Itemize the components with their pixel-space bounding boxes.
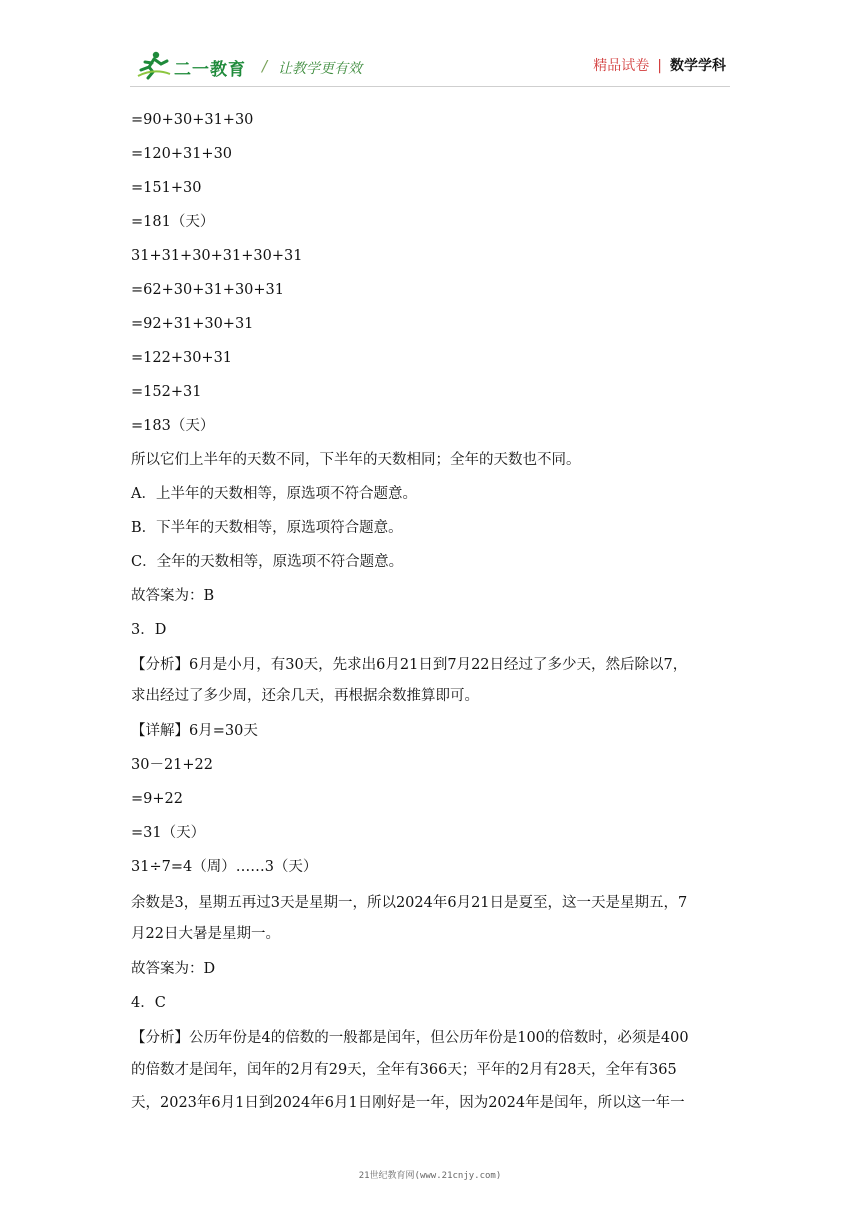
text-line: 3．D <box>131 622 167 638</box>
text-line: 【分析】公历年份是4的倍数的一般都是闰年，但公历年份是100的倍数时，必须是400 <box>131 1030 689 1046</box>
tag-label: 精品试卷 <box>593 58 650 74</box>
text-line: 天，2023年6月1日到2024年6月1日刚好是一年，因为2024年是闰年，所以这一年一 <box>131 1095 685 1111</box>
text-line: =151+30 <box>131 180 202 196</box>
logo-text: 二一教育 <box>174 60 246 80</box>
text-line: 4．C <box>131 995 166 1011</box>
slogan: 让教学更有效 <box>278 61 362 77</box>
text-line: 31÷7=4（周）……3（天） <box>131 859 318 875</box>
text-line: 求出经过了多少周，还余几天，再根据余数推算即可。 <box>131 688 479 704</box>
text-line: 【分析】6月是小月，有30天，先求出6月21日到7月22日经过了多少天，然后除以7， <box>131 657 688 673</box>
text-line: 30－21+22 <box>131 757 214 773</box>
text-line: =122+30+31 <box>131 350 233 366</box>
header-divider <box>130 86 730 87</box>
text-line: 所以它们上半年的天数不同，下半年的天数相同；全年的天数也不同。 <box>131 452 581 468</box>
text-line: =62+30+31+30+31 <box>131 282 285 298</box>
text-line: 月22日大暑是星期一。 <box>131 926 280 942</box>
header-slash: / <box>262 57 268 75</box>
text-line: =152+31 <box>131 384 202 400</box>
text-line: =181（天） <box>131 214 215 230</box>
text-line: =9+22 <box>131 791 183 807</box>
header-right <box>593 55 726 75</box>
text-line: B．下半年的天数相等，原选项符合题意。 <box>131 520 403 536</box>
text-line: 故答案为：B <box>131 588 215 604</box>
text-line: 的倍数才是闰年，闰年的2月有29天，全年有366天；平年的2月有28天，全年有365 <box>131 1062 677 1078</box>
logo <box>136 50 366 80</box>
text-line: 31+31+30+31+30+31 <box>131 248 303 264</box>
text-line: A．上半年的天数相等，原选项不符合题意。 <box>131 486 417 502</box>
subject-label: 数学学科 <box>670 58 726 74</box>
text-line: =31（天） <box>131 825 206 841</box>
text-line: =183（天） <box>131 418 215 434</box>
runner-icon <box>136 50 172 80</box>
text-line: C．全年的天数相等，原选项不符合题意。 <box>131 554 404 570</box>
text-line: 故答案为：D <box>131 961 216 977</box>
text-line: 余数是3，星期五再过3天是星期一，所以2024年6月21日是夏至，这一天是星期五，7 <box>131 895 688 911</box>
text-line: 【详解】6月=30天 <box>131 723 258 739</box>
text-line: =120+31+30 <box>131 146 233 162</box>
header-separator: | <box>657 58 662 74</box>
text-line: =92+31+30+31 <box>131 316 254 332</box>
text-line: =90+30+31+30 <box>131 112 254 128</box>
page-footer: 21世纪教育网(www.21cnjy.com) <box>358 1171 502 1181</box>
page-header <box>130 46 730 86</box>
